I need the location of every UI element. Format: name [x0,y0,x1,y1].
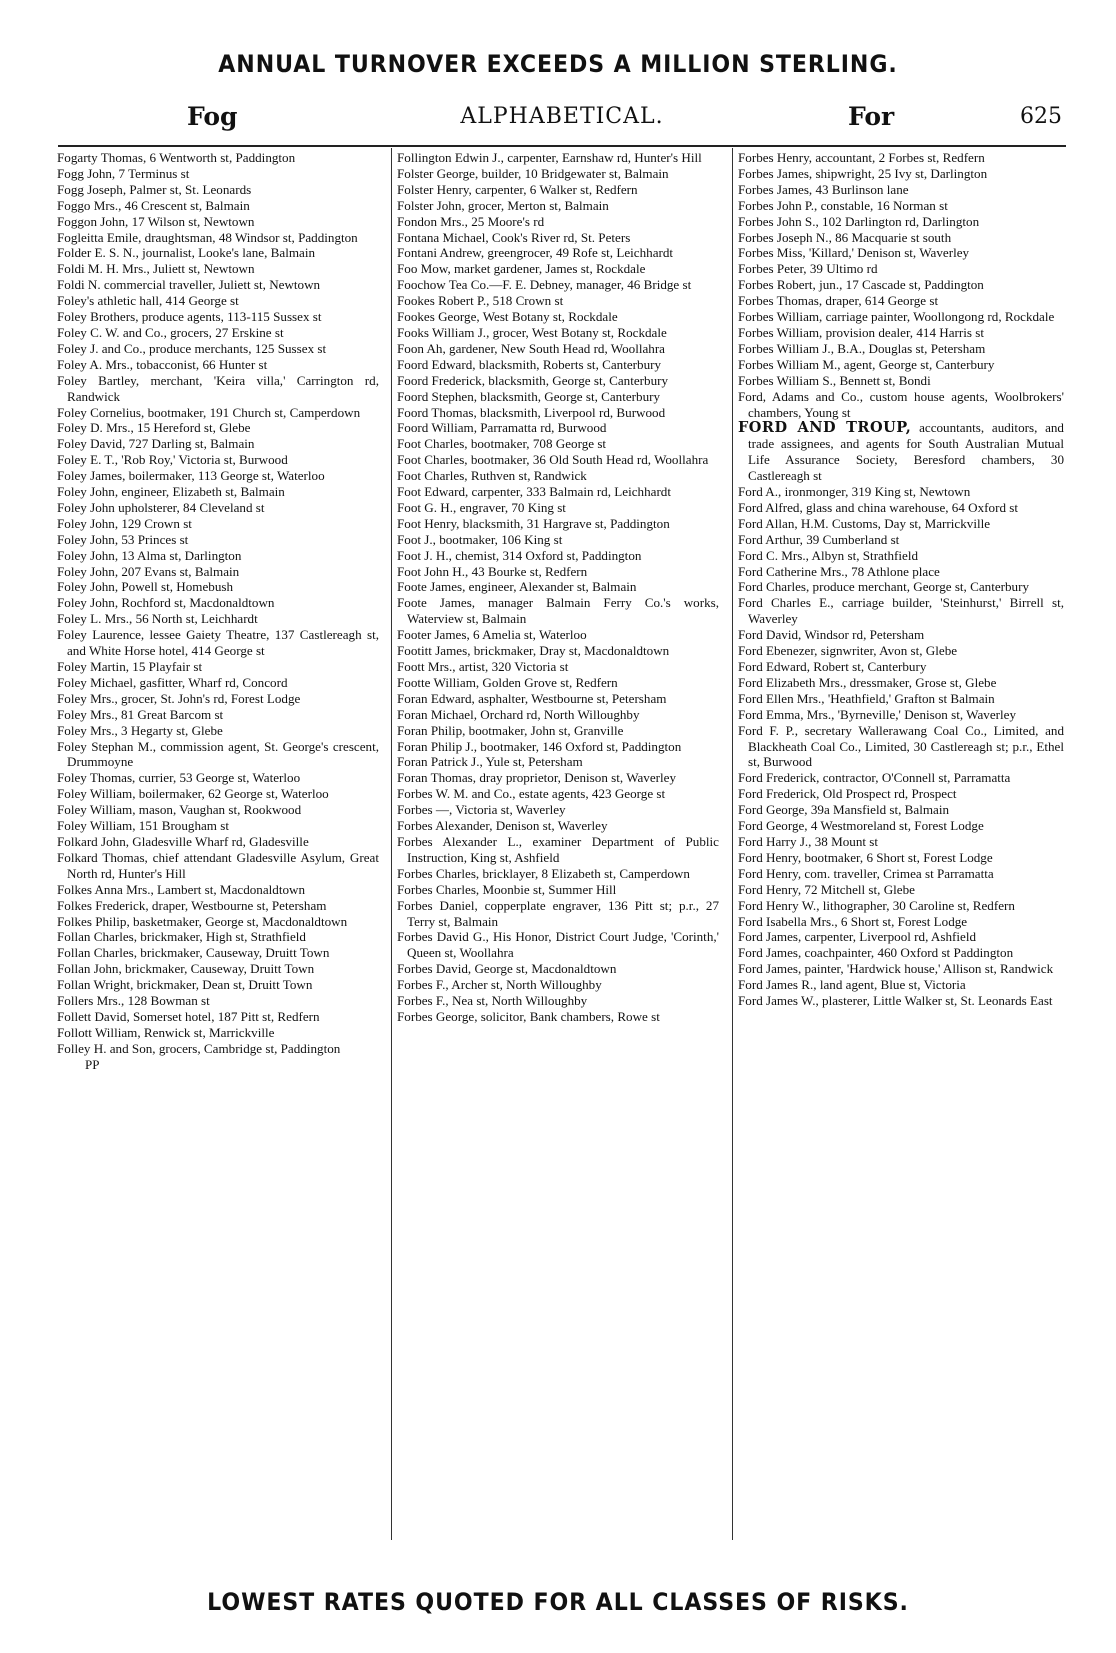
directory-entry: Fookes Robert P., 518 Crown st [397,293,564,309]
directory-entry: Foggo Mrs., 46 Crescent st, Balmain [57,197,250,213]
directory-entry: Ford George, 4 Westmoreland st, Forest Lodge [738,818,984,834]
featured-entry [738,420,1064,484]
directory-entry: Forbes Joseph N., 86 Macquarie st south [738,229,952,245]
header-left-guide-word: Fog [187,102,238,131]
directory-entry: Foley Stephan M., commission agent, St. George's crescent, Drummoyne [57,738,379,770]
featured-entry-text: accountants, auditors, and trade assignees, and agents for South Australian Mutual Life Assurance Society, Beresford chambers, 30 Castlereagh st [748,420,1064,484]
directory-entry: Forbes John P., constable, 16 Norman st [738,197,948,213]
directory-entry: Follers Mrs., 128 Bowman st [57,993,210,1009]
directory-entry: Foot Henry, blacksmith, 31 Hargrave st, Paddington [397,515,670,531]
directory-entry: Foley Mrs., 3 Hegarty st, Glebe [57,722,223,738]
page-number: 625 [1020,104,1062,129]
directory-entry: Foley Brothers, produce agents, 113-115 Sussex st [57,309,322,325]
directory-entry: Forbes Miss, 'Killard,' Denison st, Waverley [738,245,970,261]
directory-entry: Fookes George, West Botany st, Rockdale [397,309,618,325]
directory-entry: Foochow Tea Co.—F. E. Debney, manager, 46 Bridge st [397,277,692,293]
directory-entry: Fogg Joseph, Palmer st, St. Leonards [57,181,252,197]
directory-entry: Ford Edward, Robert st, Canterbury [738,659,927,674]
directory-entry: Ford Alfred, glass and china warehouse, 64 Oxford st [738,499,1019,515]
directory-entry: Foldi M. H. Mrs., Juliett st, Newtown [57,261,255,277]
directory-entry: Forbes —, Victoria st, Waverley [397,802,566,818]
directory-entry: Foot John H., 43 Bourke st, Redfern [397,563,588,579]
directory-entry: Fooks William J., grocer, West Botany st, Rockdale [397,324,667,340]
directory-entry: Forbes William J., B.A., Douglas st, Petersham [738,340,986,356]
directory-entry: Footte William, Golden Grove st, Redfern [397,674,618,690]
directory-entry: Ford Elizabeth Mrs., dressmaker, Grose st, Glebe [738,674,997,690]
directory-entry: Foord Edward, blacksmith, Roberts st, Canterbury [397,356,662,372]
directory-entry: Foley E. T., 'Rob Roy,' Victoria st, Burwood [57,452,288,468]
directory-entry: Ford, Adams and Co., custom house agents, Woolbrokers' chambers, Young st [738,388,1064,420]
directory-entry: Foot G. H., engraver, 70 King st [397,499,566,515]
directory-entry: Forbes F., Archer st, North Willoughby [397,977,602,993]
directory-entry: Foley's athletic hall, 414 George st [57,293,239,309]
directory-entry: Forbes Peter, 39 Ultimo rd [738,261,878,277]
directory-entry: Forbes William M., agent, George st, Canterbury [738,356,995,372]
directory-entry: Foley C. W. and Co., grocers, 27 Erskine st [57,324,284,340]
directory-entry: Foord Thomas, blacksmith, Liverpool rd, Burwood [397,404,666,420]
directory-entry: Foot J., bootmaker, 106 King st [397,531,563,547]
directory-entry: Folster John, grocer, Merton st, Balmain [397,197,609,213]
column-3 [738,150,1064,1009]
directory-entry: Foo Mow, market gardener, James st, Rockdale [397,261,646,277]
directory-entry: Foley Bartley, merchant, 'Keira villa,' Carrington rd, Randwick [57,372,379,404]
directory-entry: Footitt James, brickmaker, Dray st, Macdonaldtown [397,643,670,659]
directory-entry: Follett David, Somerset hotel, 187 Pitt st, Redfern [57,1008,320,1024]
directory-entry: Follott William, Renwick st, Marrickville [57,1024,275,1040]
directory-entry: Forbes Thomas, draper, 614 George st [738,293,939,309]
directory-entry: Follan Wright, brickmaker, Dean st, Druitt Town [57,977,313,993]
directory-entry: Forbes Henry, accountant, 2 Forbes st, Redfern [738,150,985,165]
column-1 [57,150,379,1073]
directory-entry: Folley H. and Son, grocers, Cambridge st, Paddington [57,1040,341,1056]
directory-entry: Foran Michael, Orchard rd, North Willoughby [397,706,640,722]
directory-entry: Ford Charles, produce merchant, George st, Canterbury [738,579,1030,595]
directory-entry: Foley David, 727 Darling st, Balmain [57,436,255,452]
page-header [62,100,1062,140]
directory-entry: Foley Mrs., grocer, St. John's rd, Forest Lodge [57,690,301,706]
directory-entry: Fontani Andrew, greengrocer, 49 Rofe st, Leichhardt [397,245,674,261]
directory-entry: Foran Philip, bootmaker, John st, Granville [397,722,624,738]
top-banner: ANNUAL TURNOVER EXCEEDS A MILLION STERLING. [218,50,898,78]
directory-entry: Ford Frederick, contractor, O'Connell st, Parramatta [738,770,1011,786]
directory-entry: Ford David, Windsor rd, Petersham [738,627,925,643]
directory-entry: Fogleitta Emile, draughtsman, 48 Windsor st, Paddington [57,229,358,245]
directory-entry: Foley John, 13 Alma st, Darlington [57,547,242,563]
directory-entry: Ford Emma, Mrs., 'Byrneville,' Denison st, Waverley [738,706,1016,722]
directory-entry: Folkes Anna Mrs., Lambert st, Macdonaldtown [57,881,306,897]
directory-entry: Forbes John S., 102 Darlington rd, Darlington [738,213,980,229]
directory-entry: Foley John, 129 Crown st [57,515,192,531]
directory-entry: Ford George, 39a Mansfield st, Balmain [738,802,950,818]
directory-entry: Ford Henry, 72 Mitchell st, Glebe [738,881,915,897]
directory-entry: Foot Charles, bootmaker, 36 Old South Head rd, Woollahra [397,452,709,468]
directory-entry: Forbes Alexander, Denison st, Waverley [397,818,608,834]
directory-entry: Fogg John, 7 Terminus st [57,165,190,181]
directory-entry: Ford Henry, com. traveller, Crimea st Parramatta [738,865,994,881]
directory-entry: Foley Martin, 15 Playfair st [57,659,203,674]
directory-entry: Foley John, 207 Evans st, Balmain [57,563,240,579]
column-divider [391,148,392,1540]
directory-entry: Ford Allan, H.M. Customs, Day st, Marrickville [738,515,991,531]
directory-entry: Forbes Daniel, copperplate engraver, 136 Pitt st; p.r., 27 Terry st, Balmain [397,897,719,929]
directory-entry: Folkes Frederick, draper, Westbourne st, Petersham [57,897,327,913]
directory-entry: Forbes Alexander L., examiner Department of Public Instruction, King st, Ashfield [397,833,719,865]
directory-entry: Follan John, brickmaker, Causeway, Druitt Town [57,961,315,977]
directory-entry: Foott Mrs., artist, 320 Victoria st [397,659,569,674]
header-right-guide-word: For [848,102,895,131]
directory-entry: Ford James W., plasterer, Little Walker st, St. Leonards East [738,993,1053,1009]
directory-entry: Folkard John, Gladesville Wharf rd, Gladesville [57,833,309,849]
directory-entry: Ford Frederick, Old Prospect rd, Prospect [738,786,957,802]
directory-entry: Ford Henry, bootmaker, 6 Short st, Forest Lodge [738,849,993,865]
directory-entry: Foran Patrick J., Yule st, Petersham [397,754,583,770]
directory-entry: Foot Edward, carpenter, 333 Balmain rd, Leichhardt [397,484,671,500]
directory-entry: Follan Charles, brickmaker, Causeway, Druitt Town [57,945,330,961]
directory-entry: Foley William, 151 Brougham st [57,818,229,834]
directory-entry: Forbes William, provision dealer, 414 Harris st [738,324,984,340]
directory-entry: Ford James, carpenter, Liverpool rd, Ashfield [738,929,977,945]
directory-entry: Foley Cornelius, bootmaker, 191 Church st, Camperdown [57,404,361,420]
directory-entry: Folkard Thomas, chief attendant Gladesville Asylum, Great North rd, Hunter's Hill [57,849,379,881]
directory-entry: Forbes George, solicitor, Bank chambers, Rowe st [397,1008,660,1024]
directory-entry: Foley John, 53 Princes st [57,531,189,547]
directory-entry: Ford F. P., secretary Wallerawang Coal Co., Limited, and Blackheath Coal Co., Limited, 30 Castlereagh st; p.r., Ethel st, Burwood [738,722,1064,770]
directory-entry: Ford Charles E., carriage builder, 'Steinhurst,' Birrell st, Waverley [738,595,1064,627]
directory-entry: Foran Thomas, dray proprietor, Denison st, Waverley [397,770,677,786]
directory-entry: Ford Harry J., 38 Mount st [738,833,879,849]
directory-entry: Foley William, mason, Vaughan st, Rookwood [57,802,302,818]
directory-entry: Foldi N. commercial traveller, Juliett st, Newtown [57,277,321,293]
directory-entry: Foggon John, 17 Wilson st, Newtown [57,213,255,229]
directory-entry: Folster George, builder, 10 Bridgewater st, Balmain [397,165,669,181]
directory-entry: Foley John upholsterer, 84 Cleveland st [57,499,265,515]
column-divider [732,148,733,1540]
directory-entry: Foley J. and Co., produce merchants, 125 Sussex st [57,340,327,356]
directory-entry: Foley A. Mrs., tobacconist, 66 Hunter st [57,356,268,372]
directory-entry: Foley John, Rochford st, Macdonaldtown [57,595,275,611]
directory-entry: Foley Mrs., 81 Great Barcom st [57,706,224,722]
directory-entry: Follan Charles, brickmaker, High st, Strathfield [57,929,306,945]
directory-entry: Ford Catherine Mrs., 78 Athlone place [738,563,940,579]
directory-entry: Foot Charles, bootmaker, 708 George st [397,436,607,452]
directory-entry: Forbes William, carriage painter, Woollongong rd, Rockdale [738,309,1055,325]
directory-entry: Foley James, boilermaker, 113 George st, Waterloo [57,468,325,484]
directory-entry: Forbes Charles, bricklayer, 8 Elizabeth st, Camperdown [397,865,690,881]
directory-entry: Ford James, painter, 'Hardwick house,' Allison st, Randwick [738,961,1054,977]
directory-entry: Foley D. Mrs., 15 Hereford st, Glebe [57,420,251,436]
column-2 [397,150,719,1025]
directory-entry: Forbes William S., Bennett st, Bondi [738,372,931,388]
directory-entry: Foote James, engineer, Alexander st, Balmain [397,579,637,595]
directory-entry: Foran Edward, asphalter, Westbourne st, Petersham [397,690,667,706]
directory-entry: Folster Henry, carpenter, 6 Walker st, Redfern [397,181,638,197]
featured-entry-name: FORD AND TROUP, [738,419,912,437]
directory-entry: Foon Ah, gardener, New South Head rd, Woollahra [397,340,665,356]
directory-entry: Forbes Robert, jun., 17 Cascade st, Paddington [738,277,984,293]
directory-entry: Ford Henry W., lithographer, 30 Caroline st, Redfern [738,897,1015,913]
directory-entry: Fondon Mrs., 25 Moore's rd [397,213,545,229]
directory-entry: Ford Ellen Mrs., 'Heathfield,' Grafton st Balmain [738,690,995,706]
directory-entry: Forbes James, 43 Burlinson lane [738,181,909,197]
directory-entry: Foot J. H., chemist, 314 Oxford st, Paddington [397,547,642,563]
directory-entry: Foley Michael, gasfitter, Wharf rd, Concord [57,674,288,690]
directory-entry: Foley William, boilermaker, 62 George st, Waterloo [57,786,329,802]
directory-entry: Ford James, coachpainter, 460 Oxford st Paddington [738,945,1014,961]
header-rule [58,145,1066,147]
bottom-banner: LOWEST RATES QUOTED FOR ALL CLASSES OF RISKS. [207,1588,909,1616]
directory-entry: Forbes Charles, Moonbie st, Summer Hill [397,881,617,897]
directory-entry: Ford Arthur, 39 Cumberland st [738,531,900,547]
directory-entry: Foote James, manager Balmain Ferry Co.'s works, Waterview st, Balmain [397,595,719,627]
directory-entry: Forbes James, shipwright, 25 Ivy st, Darlington [738,165,988,181]
directory-entry: Foley John, Powell st, Homebush [57,579,234,595]
directory-entry: Foord Stephen, blacksmith, George st, Canterbury [397,388,661,404]
directory-entry: Ford C. Mrs., Albyn st, Strathfield [738,547,919,563]
directory-entry: Folder E. S. N., journalist, Looke's lane, Balmain [57,245,316,261]
directory-entry: Forbes F., Nea st, North Willoughby [397,993,588,1009]
directory-entry: Forbes David, George st, Macdonaldtown [397,961,617,977]
directory-entry: Foley Thomas, currier, 53 George st, Waterloo [57,770,301,786]
directory-entry: Forbes W. M. and Co., estate agents, 423 George st [397,786,666,802]
directory-entry: Foran Philip J., bootmaker, 146 Oxford st, Paddington [397,738,682,754]
header-section-title: ALPHABETICAL. [460,104,664,129]
directory-entry: Follington Edwin J., carpenter, Earnshaw rd, Hunter's Hill [397,150,702,165]
directory-entry: Fontana Michael, Cook's River rd, St. Peters [397,229,631,245]
directory-entry: Foord Frederick, blacksmith, George st, Canterbury [397,372,669,388]
directory-entry: Ford Ebenezer, signwriter, Avon st, Glebe [738,643,958,659]
directory-entry: Foley John, engineer, Elizabeth st, Balmain [57,484,285,500]
directory-entry: Ford Isabella Mrs., 6 Short st, Forest Lodge [738,913,968,929]
directory-entry: Footer James, 6 Amelia st, Waterloo [397,627,587,643]
directory-entry: Forbes David G., His Honor, District Court Judge, 'Corinth,' Queen st, Woollahra [397,929,719,961]
directory-entry: Folkes Philip, basketmaker, George st, Macdonaldtown [57,913,348,929]
directory-entry: Foley L. Mrs., 56 North st, Leichhardt [57,611,258,627]
directory-entry: Ford A., ironmonger, 319 King st, Newtown [738,484,971,500]
directory-entry: Fogarty Thomas, 6 Wentworth st, Paddington [57,150,296,165]
directory-entry: Foord William, Parramatta rd, Burwood [397,420,607,436]
signature-mark: PP [85,1056,100,1072]
directory-entry: Foot Charles, Ruthven st, Randwick [397,468,587,484]
directory-entry: Ford James R., land agent, Blue st, Victoria [738,977,966,993]
directory-entry: Foley Laurence, lessee Gaiety Theatre, 137 Castlereagh st, and White Horse hotel, 414 George st [57,627,379,659]
